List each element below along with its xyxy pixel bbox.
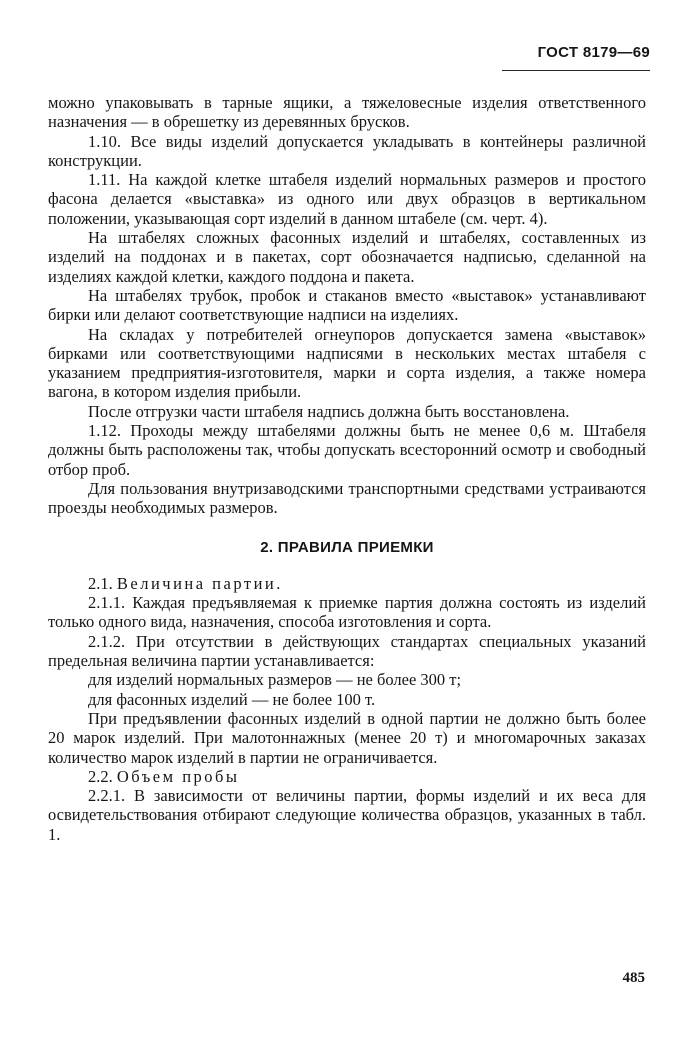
section-title: 2. ПРАВИЛА ПРИЕМКИ: [260, 538, 434, 556]
document-id: ГОСТ 8179—69: [537, 44, 650, 61]
paragraph: При предъявлении фасонных изделий в одной партии не должно быть более 20 марок изделий. При малотоннажных (менее 20 т) и многомарочных заказах количество марок изделий в партии не ограничивается.: [48, 708, 646, 767]
clause-1-12: 1.12. Проходы между штабелями должны быть не менее 0,6 м. Штабеля должны быть расположены так, чтобы допускать всесторонний осмотр и свободный отбор проб.: [48, 421, 646, 479]
clause-1-10: 1.10. Все виды изделий допускается укладывать в контейнеры различной конструкции.: [48, 131, 646, 170]
paragraph: Для пользования внутризаводскими транспортными средствами устраиваются проезды необходимых размеров.: [48, 478, 646, 518]
paragraph: можно упаковывать в тарные ящики, а тяжеловесные изделия ответственного назначения — в обрешетку из деревянных брусков.: [48, 93, 646, 132]
page-header: [538, 44, 650, 62]
clause-2-2: [48, 767, 646, 786]
paragraph: На штабелях трубок, пробок и стаканов вместо «выставок» устанавливают бирки или делают соответствующие надписи на изделиях.: [48, 285, 646, 325]
clause-2-2-1: 2.2.1. В зависимости от величины партии, формы изделий и их веса для освидетельствования отбирают следующие количества образцов, указанных в табл. 1.: [48, 786, 646, 844]
paragraph: На штабелях сложных фасонных изделий и штабелях, составленных из изделий на поддонах и в пакетах, сорт обозначается надписью, сделанной на изделиях каждой клетки, каждого поддона и пакета.: [48, 228, 646, 286]
header-rule: [502, 70, 650, 71]
clause-heading: Величина партии.: [116, 573, 283, 593]
page-body: [48, 93, 646, 844]
list-line: для изделий нормальных размеров — не более 300 т;: [88, 670, 462, 690]
clause-heading: Объем пробы: [116, 766, 240, 786]
clause-2-1-2: 2.1.2. При отсутствии в действующих стандартах специальных указаний предельная величина партии устанавливается:: [48, 631, 646, 671]
page-number: 485: [622, 970, 645, 986]
clause-2-1-1: 2.1.1. Каждая предъявляемая к приемке партия должна состоять из изделий только одного вида, назначения, способа изготовления и сорта.: [48, 593, 646, 632]
clause-number: 2.1.: [88, 573, 113, 593]
clause-number: 2.2.: [88, 766, 113, 786]
list-line: для фасонных изделий — не более 100 т.: [88, 689, 376, 709]
clause-2-1: [48, 574, 646, 593]
paragraph: После отгрузки части штабеля надпись должна быть восстановлена.: [88, 401, 570, 421]
paragraph: На складах у потребителей огнеупоров допускается замена «выставок» бирками или соответствующими надписями в нескольких местах штабеля с указанием предприятия-изготовителя, марки и сорта изделия, а также номера вагона, в котором изделия прибыли.: [48, 324, 646, 402]
clause-1-11: 1.11. На каждой клетке штабеля изделий нормальных размеров и простого фасона делается «выставка» из одного или двух образцов в вертикальном положении, указывающая сорт изделий в данном штабеле (см. черт. 4).: [48, 170, 646, 228]
